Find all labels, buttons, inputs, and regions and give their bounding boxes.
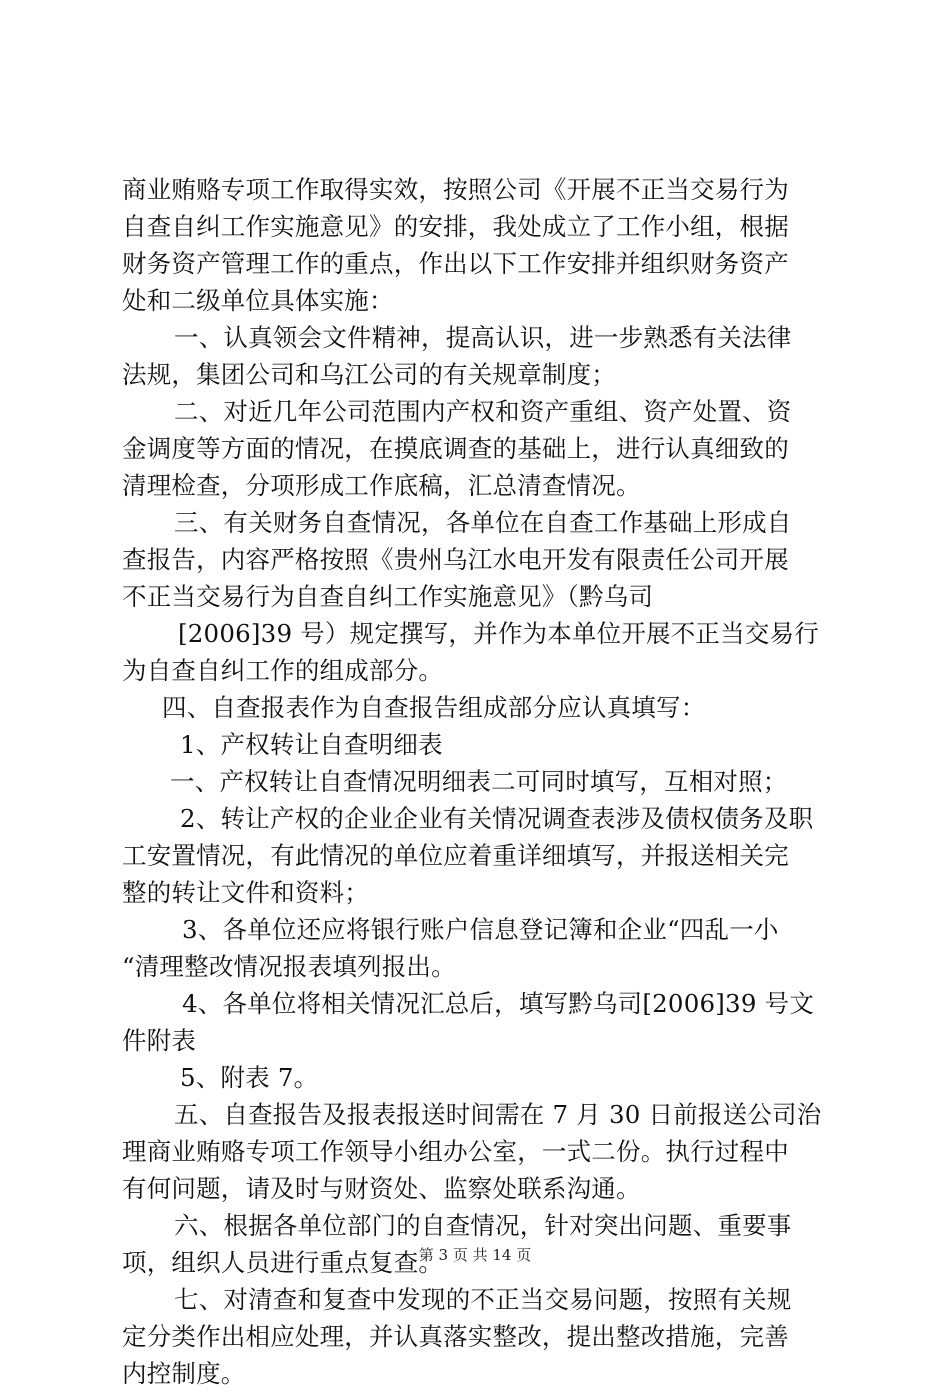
text-line: 查报告，内容严格按照《贵州乌江水电开发有限责任公司开展 — [122, 545, 789, 574]
text-line: 不正当交易行为自查自纠工作实施意见》（黔乌司 — [122, 582, 654, 611]
text-line: 4、各单位将相关情况汇总后，填写黔乌司[2006]39 号文 — [182, 989, 815, 1018]
text-line: 为自查自纠工作的组成部分。 — [122, 656, 444, 685]
text-line: 5、附表 7。 — [180, 1063, 319, 1092]
text-line: 三、有关财务自查情况，各单位在自查工作基础上形成自 — [174, 508, 792, 537]
text-line: 1、产权转让自查明细表 — [180, 730, 443, 759]
text-line: 项，组织人员进行重点复查。 — [122, 1248, 444, 1277]
document-body — [122, 171, 832, 1392]
text-line: 理商业贿赂专项工作领导小组办公室，一式二份。执行过程中 — [122, 1137, 789, 1166]
text-line: 商业贿赂专项工作取得实效，按照公司《开展不正当交易行为 — [122, 175, 789, 204]
text-line: 整的转让文件和资料； — [122, 878, 369, 907]
text-line: 3、各单位还应将银行账户信息登记簿和企业“四乱一小 — [182, 915, 779, 944]
text-line: 有何问题，请及时与财资处、监察处联系沟通。 — [122, 1174, 641, 1203]
page-number-footer: 第 3 页 共 14 页 — [418, 1246, 532, 1264]
text-line: 2、转让产权的企业企业有关情况调查表涉及债权债务及职 — [180, 804, 814, 833]
text-line: “清理整改情况报表填列报出。 — [122, 952, 456, 981]
text-line: 法规，集团公司和乌江公司的有关规章制度； — [122, 360, 616, 389]
text-line: 五、自查报告及报表报送时间需在 7 月 30 日前报送公司治 — [174, 1100, 822, 1129]
text-line: 自查自纠工作实施意见》的安排，我处成立了工作小组，根据 — [122, 212, 789, 241]
text-line: 四、自查报表作为自查报告组成部分应认真填写： — [162, 693, 706, 722]
text-line: 清理检查，分项形成工作底稿，汇总清查情况。 — [122, 471, 641, 500]
text-line: 内控制度。 — [122, 1359, 246, 1388]
text-line: 财务资产管理工作的重点，作出以下工作安排并组织财务资产 — [122, 249, 789, 278]
text-line: 工安置情况，有此情况的单位应着重详细填写，并报送相关完 — [122, 841, 789, 870]
text-line: 一、产权转让自查情况明细表二可同时填写，互相对照； — [170, 767, 788, 796]
text-line: 件附表 — [122, 1026, 197, 1055]
text-line: 一、认真领会文件精神，提高认识，进一步熟悉有关法律 — [174, 323, 792, 352]
text-line: 处和二级单位具体实施： — [122, 286, 394, 315]
text-line: [2006]39 号）规定撰写，并作为本单位开展不正当交易行 — [178, 619, 819, 648]
text-line: 金调度等方面的情况，在摸底调查的基础上，进行认真细致的 — [122, 434, 789, 463]
text-line: 二、对近几年公司范围内产权和资产重组、资产处置、资 — [174, 397, 792, 426]
text-line: 六、根据各单位部门的自查情况，针对突出问题、重要事 — [174, 1211, 792, 1240]
text-line: 七、对清查和复查中发现的不正当交易问题，按照有关规 — [174, 1285, 792, 1314]
text-line: 定分类作出相应处理，并认真落实整改，提出整改措施，完善 — [122, 1322, 789, 1351]
